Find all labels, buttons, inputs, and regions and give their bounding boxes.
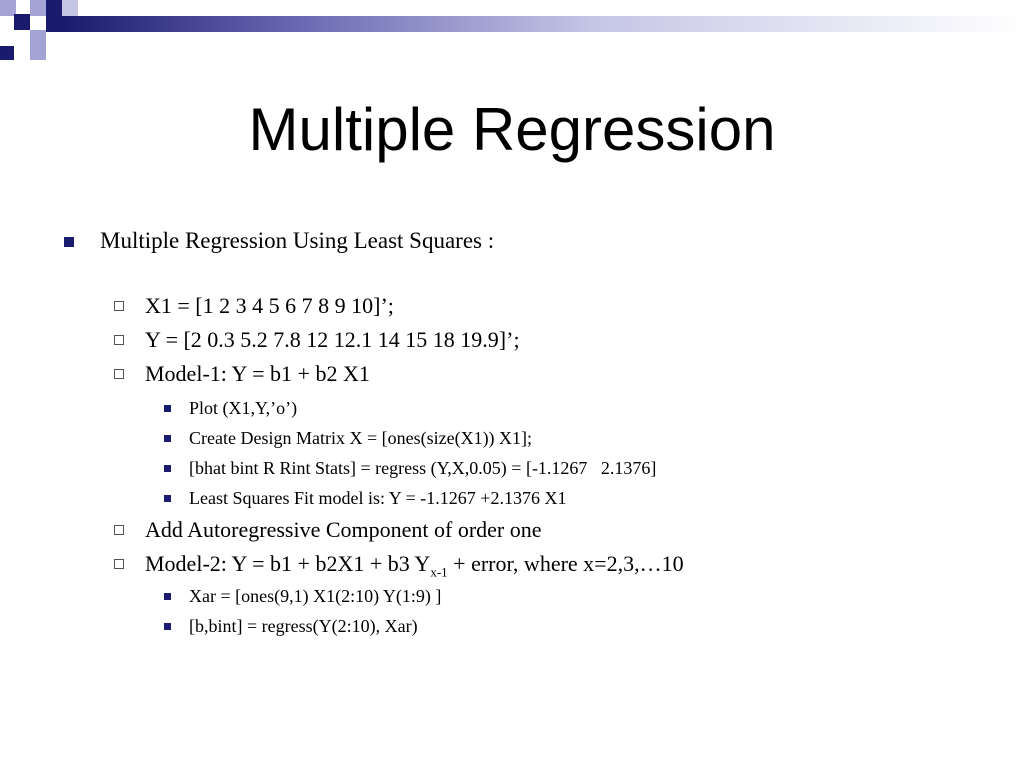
small-square-bullet-icon [164,495,171,502]
hollow-square-bullet-icon [114,369,124,379]
deco-square [46,16,62,32]
model2-text-start: Model-2: Y = b1 + b2X1 + b3 Y [145,551,431,576]
bullet-level3 [189,582,441,610]
hollow-square-bullet-icon [114,525,124,535]
header-decoration [0,0,1024,70]
deco-square [14,14,30,30]
square-bullet-icon [64,237,74,247]
deco-square [62,0,78,16]
bullet-text: Least Squares Fit model is: Y = -1.1267 +2.1376 X1 [189,488,567,508]
small-square-bullet-icon [164,405,171,412]
slide-title: Multiple Regression [248,96,776,163]
header-gradient-bar [62,16,1024,32]
deco-square [0,46,14,60]
bullet-text-model2 [145,551,684,580]
model2-subscript: x-1 [430,564,448,580]
bullet-level2 [145,514,542,546]
deco-square [30,0,46,16]
bullet-level3 [189,612,418,640]
hollow-square-bullet-icon [114,335,124,345]
bullet-text: Multiple Regression Using Least Squares : [100,228,495,253]
bullet-level2 [145,324,520,356]
bullet-level3 [189,394,297,422]
bullet-text: Y = [2 0.3 5.2 7.8 12 12.1 14 15 18 19.9]’; [145,327,520,352]
bullet-text: Model-1: Y = b1 + b2 X1 [145,361,370,386]
bullet-text: Add Autoregressive Component of order one [145,517,542,542]
small-square-bullet-icon [164,465,171,472]
hollow-square-bullet-icon [114,301,124,311]
bullet-level3 [189,454,656,482]
bullet-level2 [145,358,370,390]
bullet-level2 [145,548,684,580]
bullet-level3 [189,424,532,452]
deco-square [30,30,46,46]
small-square-bullet-icon [164,623,171,630]
bullet-level3 [189,484,566,512]
bullet-text: Xar = [ones(9,1) X1(2:10) Y(1:9) ] [189,586,442,606]
small-square-bullet-icon [164,435,171,442]
hollow-square-bullet-icon [114,559,124,569]
bullet-text: X1 = [1 2 3 4 5 6 7 8 9 10]’; [145,293,394,318]
deco-square [46,0,62,16]
bullet-text: Plot (X1,Y,’o’) [189,398,298,418]
bullet-level1 [100,224,494,258]
small-square-bullet-icon [164,593,171,600]
bullet-level2 [145,290,394,322]
bullet-text: Create Design Matrix X = [ones(size(X1)) X1]; [189,428,533,448]
bullet-text: [b,bint] = regress(Y(2:10), Xar) [189,616,418,636]
model2-text-end: + error, where x=2,3,…10 [447,551,684,576]
bullet-text: [bhat bint R Rint Stats] = regress (Y,X,0.05) = [-1.1267 2.1376] [189,458,657,478]
deco-square [30,46,46,60]
